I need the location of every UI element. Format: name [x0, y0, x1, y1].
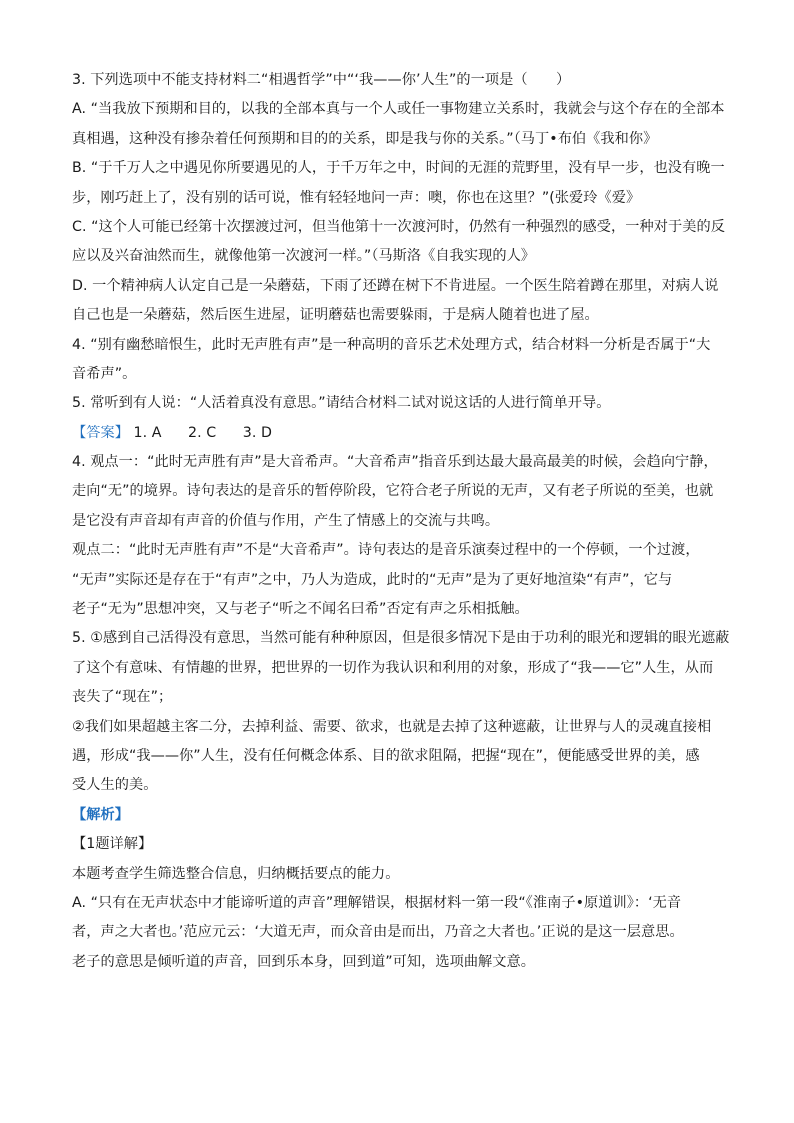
analysis-line-4: 老子的意思是倾听道的声音，回到乐本身，回到道”可知，选项曲解文意。: [72, 953, 536, 970]
answer-item-3: 3. D: [242, 424, 272, 441]
answer-item-1: 1. A: [133, 424, 162, 441]
analysis-line-3: 者，声之大者也。’范应元云：‘大道无声，而众音由是而出，乃音之大者也。’正说的是这一层意思。: [72, 924, 684, 941]
question-4-line-2: 音希声”。: [72, 365, 137, 382]
answer-4-view2-line-2: “无声”实际还是存在于“有声”之中，乃人为造成，此时的“无声”是为了更好地渲染“有声”，它与: [72, 571, 673, 588]
option-c-line-2: 应以及兴奋油然而生，就像他第一次渡河一样。”（马斯洛《自我实现的人》: [72, 248, 536, 265]
answer-5-line-3: 丧失了“现在”；: [72, 689, 173, 706]
detail-label-row: [72, 830, 732, 859]
analysis-label: 【解析】: [72, 806, 129, 823]
answer-4-line-3: 是它没有声音却有声音的价值与作用，产生了情感上的交流与共鸣。: [72, 512, 500, 529]
answer-label: 【答案】: [72, 424, 129, 441]
question-3-stem: 3. 下列选项中不能支持材料二“相遇哲学”中“‘我——你’人生”的一项是（ ）: [72, 72, 571, 88]
answer-5-point2-line-2: 遇，形成“我——你”人生，没有任何概念体系、目的欲求阻隔，把握“现在”，便能感受世界的美，感: [72, 747, 700, 764]
option-b-line-1: B. “于千万人之中遇见你所要遇见的人，于千万年之中，时间的无涯的荒野里，没有早一步，也没有晚一: [72, 160, 725, 177]
answer-4-view2-line-3: 老子“无为”思想冲突，又与老子“听之不闻名曰希”否定有声之乐相抵触。: [72, 601, 529, 618]
document-content: [72, 66, 732, 977]
answer-4-view2-line-1: 观点二：“此时无声胜有声”不是“大音希声”。诗句表达的是音乐演奏过程中的一个停顿，一个过渡，: [72, 542, 700, 559]
answer-item-2: 2. C: [188, 424, 217, 441]
analysis-label-row: [72, 801, 732, 830]
analysis-line-2: A. “只有在无声状态中才能谛听道的声音”理解错误，根据材料一第一段“《淮南子•原道训》：‘无音: [72, 894, 682, 911]
option-c-line-1: C. “这个人可能已经第十次摆渡过河，但当他第十一次渡河时，仍然有一种强烈的感受，一种对于美的反: [72, 218, 725, 235]
option-a-line-2: 真相遇，这种没有掺杂着任何预期和目的的关系，即是我与你的关系。”（马丁•布伯《我和你》: [72, 130, 658, 147]
answer-row: [72, 419, 732, 448]
answer-5-point2-line-1: ②我们如果超越主客二分，去掉利益、需要、欲求，也就是去掉了这种遮蔽，让世界与人的灵魂直接相: [72, 718, 712, 735]
answer-5-line-1: 5. ①感到自己活得没有意思，当然可能有种种原因，但是很多情况下是由于功利的眼光和逻辑的眼光遮蔽: [72, 630, 730, 647]
answer-4-line-2: 走向“无”的境界。诗句表达的是音乐的暂停阶段，它符合老子所说的无声，又有老子所说的至美，也就: [72, 483, 714, 500]
answer-4-line-1: 4. 观点一：“此时无声胜有声”是大音希声。“大音希声”指音乐到达最大最高最美的时候，会趋向宁静，: [72, 454, 718, 471]
answer-5-point2-line-3: 受人生的美。: [72, 777, 158, 794]
analysis-line-1: 本题考查学生筛选整合信息，归纳概括要点的能力。: [72, 865, 400, 882]
detail-label: 【1题详解】: [72, 836, 153, 853]
option-d-line-2: 自己也是一朵蘑菇，然后医生进屋，证明蘑菇也需要躲雨，于是病人随着也进了屋。: [72, 307, 599, 324]
answer-5-line-2: 了这个有意味、有情趣的世界，把世界的一切作为我认识和利用的对象，形成了“我——它”人生，从而: [72, 659, 714, 676]
option-b-line-2: 步，刚巧赶上了，没有别的话可说，惟有轻轻地问一声：噢，你也在这里？”(张爱玲《爱》: [72, 189, 641, 206]
question-5: 5. 常听到有人说：“人活着真没有意思。”请结合材料二试对说这话的人进行简单开导。: [72, 395, 611, 412]
question-4-line-1: 4. “别有幽愁暗恨生，此时无声胜有声”是一种高明的音乐艺术处理方式，结合材料一分析是否属于“大: [72, 336, 711, 353]
option-a-line-1: A. “当我放下预期和目的，以我的全部本真与一个人或任一事物建立关系时，我就会与这个存在的全部本: [72, 101, 725, 118]
option-d-line-1: D. 一个精神病人认定自己是一朵蘑菇，下雨了还蹲在树下不肯进屋。一个医生陪着蹲在那里，对病人说: [72, 277, 719, 294]
